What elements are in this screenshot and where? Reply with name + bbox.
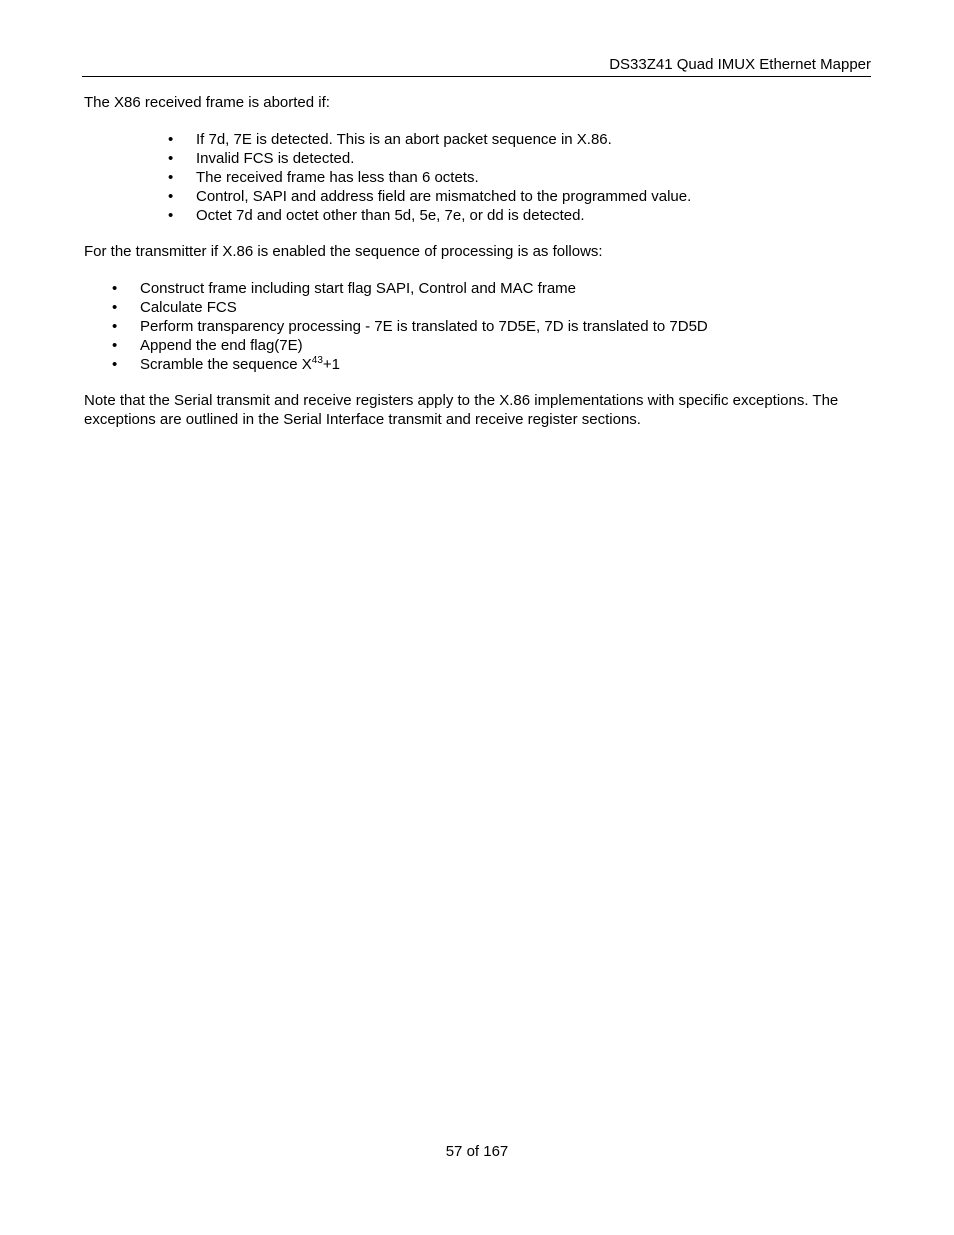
list-item: [112, 279, 708, 298]
bullet-icon: •: [112, 356, 118, 373]
list-item: [112, 317, 708, 336]
list-item: [168, 187, 691, 206]
header-divider: [82, 76, 871, 77]
list-item: [168, 206, 691, 225]
list-item: [112, 298, 708, 317]
page-number: 57 of 167: [445, 1143, 509, 1160]
bullet-icon: •: [112, 337, 118, 354]
list-item: [112, 355, 708, 374]
bullet-icon: •: [168, 150, 174, 167]
bullet-icon: •: [112, 280, 118, 297]
list-item-text: The received frame has less than 6 octets.: [196, 169, 479, 186]
list-item-text: Perform transparency processing - 7E is translated to 7D5E, 7D is translated to 7D5D: [140, 318, 708, 335]
list-item-text: Construct frame including start flag SAPI, Control and MAC frame: [140, 280, 577, 297]
list-item-text: If 7d, 7E is detected. This is an abort packet sequence in X.86.: [196, 131, 612, 148]
serial-register-note: Note that the Serial transmit and receive registers apply to the X.86 implementations with specific exceptions. The exceptions are outlined in the Serial Interface transmit and receive register sections.: [84, 392, 839, 428]
exponent-superscript: 43: [311, 355, 323, 366]
list-item-text: Invalid FCS is detected.: [196, 150, 355, 167]
bullet-icon: •: [168, 207, 174, 224]
bullet-icon: •: [112, 299, 118, 316]
receive-abort-intro: The X86 received frame is aborted if:: [84, 94, 330, 111]
list-item: [168, 130, 691, 149]
list-item-text-before: Scramble the sequence X: [140, 356, 312, 373]
bullet-icon: •: [112, 318, 118, 335]
list-item-text: Octet 7d and octet other than 5d, 5e, 7e, or dd is detected.: [196, 207, 585, 224]
bullet-icon: •: [168, 188, 174, 205]
transmit-processing-list: [112, 279, 708, 374]
list-item-text-after: +1: [322, 356, 341, 373]
list-item-text: Calculate FCS: [140, 299, 237, 316]
list-item: [168, 168, 691, 187]
receive-abort-conditions-list: [168, 130, 691, 225]
list-item: [112, 336, 708, 355]
bullet-icon: •: [168, 169, 174, 186]
bullet-icon: •: [168, 131, 174, 148]
page-header-title: DS33Z41 Quad IMUX Ethernet Mapper: [609, 56, 871, 73]
transmitter-intro: For the transmitter if X.86 is enabled the sequence of processing is as follows:: [84, 243, 603, 260]
list-item-text: Control, SAPI and address field are mismatched to the programmed value.: [196, 188, 692, 205]
list-item-text: Append the end flag(7E): [140, 337, 303, 354]
list-item: [168, 149, 691, 168]
